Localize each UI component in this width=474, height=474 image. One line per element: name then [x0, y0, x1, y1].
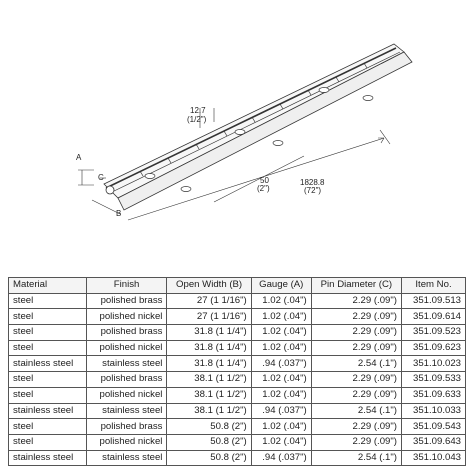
table-cell: polished brass [86, 372, 167, 388]
table-cell: 351.09.633 [402, 387, 466, 403]
table-cell: stainless steel [9, 403, 87, 419]
table-cell: steel [9, 325, 87, 341]
table-cell: 2.54 (.1") [311, 403, 401, 419]
table-cell: 351.10.033 [402, 403, 466, 419]
table-row [9, 434, 466, 450]
table-cell: 351.09.643 [402, 434, 466, 450]
table-cell: 27 (1 1/16") [167, 309, 251, 325]
table-cell: 2.29 (.09") [311, 434, 401, 450]
column-header: Gauge (A) [251, 278, 311, 294]
table-cell: polished nickel [86, 340, 167, 356]
table-cell: 27 (1 1/16") [167, 293, 251, 309]
table-cell: 1.02 (.04") [251, 419, 311, 435]
table-cell: 1.02 (.04") [251, 434, 311, 450]
table-row [9, 450, 466, 466]
table-cell: steel [9, 309, 87, 325]
table-cell: 351.09.614 [402, 309, 466, 325]
table-cell: steel [9, 340, 87, 356]
table-row [9, 293, 466, 309]
table-cell: steel [9, 293, 87, 309]
table-cell: 351.09.543 [402, 419, 466, 435]
table-cell: stainless steel [86, 450, 167, 466]
table-cell: stainless steel [9, 450, 87, 466]
table-cell: 1.02 (.04") [251, 340, 311, 356]
table-row [9, 309, 466, 325]
label-length-mm: 1828.8 [300, 178, 325, 187]
column-header: Pin Diameter (C) [311, 278, 401, 294]
table-cell: 31.8 (1 1/4") [167, 340, 251, 356]
table-cell: 38.1 (1 1/2") [167, 403, 251, 419]
table-cell: 1.02 (.04") [251, 309, 311, 325]
table-cell: .94 (.037") [251, 356, 311, 372]
table-row [9, 419, 466, 435]
label-b: B [116, 209, 122, 218]
table-row [9, 325, 466, 341]
label-a: A [76, 153, 82, 162]
table-row [9, 372, 466, 388]
table-body [9, 293, 466, 466]
table-cell: 2.29 (.09") [311, 387, 401, 403]
table-cell: 2.29 (.09") [311, 293, 401, 309]
column-header: Open Width (B) [167, 278, 251, 294]
table-cell: stainless steel [86, 356, 167, 372]
table-cell: 2.29 (.09") [311, 372, 401, 388]
table-cell: polished brass [86, 325, 167, 341]
table-cell: 1.02 (.04") [251, 372, 311, 388]
table-cell: polished brass [86, 293, 167, 309]
table-cell: 351.09.623 [402, 340, 466, 356]
table-cell: 38.1 (1 1/2") [167, 372, 251, 388]
table-cell: steel [9, 434, 87, 450]
table-cell: .94 (.037") [251, 403, 311, 419]
column-header: Item No. [402, 278, 466, 294]
table-cell: 31.8 (1 1/4") [167, 325, 251, 341]
table-cell: polished nickel [86, 309, 167, 325]
label-length-in: (72") [304, 186, 322, 195]
table-cell: 2.29 (.09") [311, 325, 401, 341]
column-header: Finish [86, 278, 167, 294]
table-cell: 50.8 (2") [167, 419, 251, 435]
table-cell: 2.54 (.1") [311, 450, 401, 466]
table-cell: stainless steel [86, 403, 167, 419]
table-cell: 2.29 (.09") [311, 340, 401, 356]
table-cell: 31.8 (1 1/4") [167, 356, 251, 372]
spec-table [8, 277, 466, 466]
table-cell: polished brass [86, 419, 167, 435]
table-cell: 2.29 (.09") [311, 419, 401, 435]
label-c: C [98, 173, 104, 182]
table-cell: 2.29 (.09") [311, 309, 401, 325]
table-cell: 1.02 (.04") [251, 325, 311, 341]
table-cell: 38.1 (1 1/2") [167, 387, 251, 403]
table-cell: 1.02 (.04") [251, 387, 311, 403]
table-cell: 50.8 (2") [167, 450, 251, 466]
table-row [9, 387, 466, 403]
table-cell: 351.09.513 [402, 293, 466, 309]
table-cell: polished nickel [86, 434, 167, 450]
label-hole-mm: 50 [260, 176, 269, 185]
table-header-row [9, 278, 466, 294]
table-row [9, 403, 466, 419]
table-cell: .94 (.037") [251, 450, 311, 466]
table-cell: 351.10.043 [402, 450, 466, 466]
table-cell: steel [9, 419, 87, 435]
table-cell: 2.54 (.1") [311, 356, 401, 372]
table-cell: polished nickel [86, 387, 167, 403]
label-pitch-in: (1/2") [187, 115, 207, 124]
table-cell: stainless steel [9, 356, 87, 372]
table-cell: 50.8 (2") [167, 434, 251, 450]
table-cell: 351.09.523 [402, 325, 466, 341]
table-cell: 351.10.023 [402, 356, 466, 372]
column-header: Material [9, 278, 87, 294]
table-cell: steel [9, 372, 87, 388]
table-row [9, 340, 466, 356]
label-pitch-mm: 12.7 [190, 106, 206, 115]
table-cell: 1.02 (.04") [251, 293, 311, 309]
table-cell: 351.09.533 [402, 372, 466, 388]
label-hole-in: (2") [257, 184, 270, 193]
table-row [9, 356, 466, 372]
table-cell: steel [9, 387, 87, 403]
